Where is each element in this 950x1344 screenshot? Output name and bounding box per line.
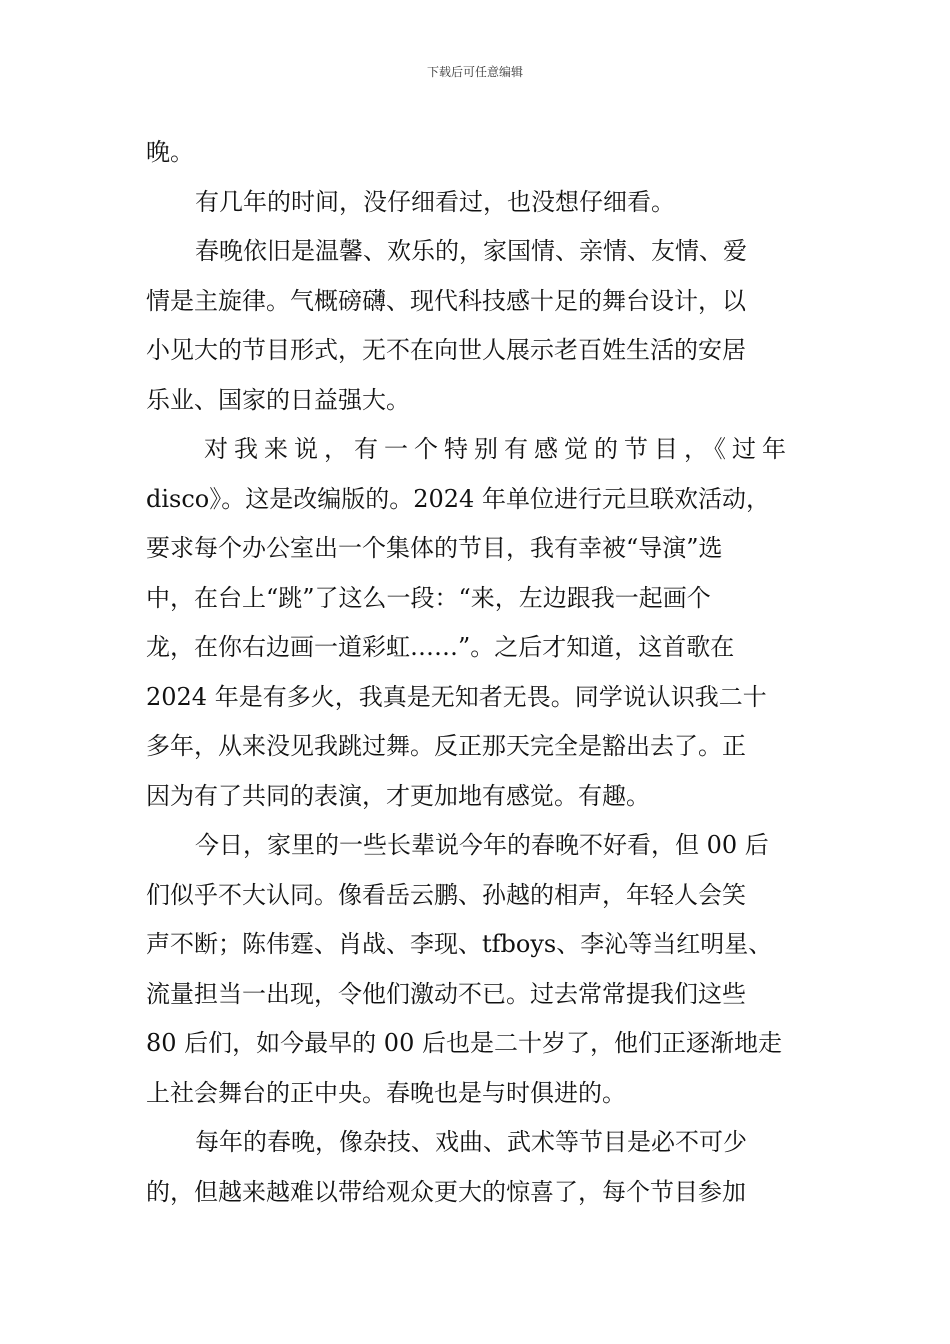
text-line: 情是主旋律。气概磅礴、现代科技感十足的舞台设计，以 [146, 286, 746, 315]
text-line: 因为有了共同的表演，才更加地有感觉。有趣。 [146, 781, 650, 810]
document-body [146, 128, 806, 1217]
text-line: 今日，家里的一些长辈说今年的春晚不好看，但 00 后 [195, 831, 769, 859]
text-line: 晚。 [146, 138, 194, 166]
text-line: 龙，在你右边画一道彩虹……”。之后才知道，这首歌在 [146, 633, 735, 661]
text-line: 乐业、国家的日益强大。 [146, 385, 410, 414]
text-line: 中，在台上“跳”了这么一段：“来，左边跟我一起画个 [146, 583, 711, 612]
text-line: 的，但越来越难以带给观众更大的惊喜了，每个节目参加 [146, 1177, 746, 1206]
text-line: 声不断；陈伟霆、肖战、李现、tfboys、李沁等当红明星、 [146, 930, 773, 958]
text-line: disco》。这是改编版的。2024 年单位进行元旦联欢活动， [146, 484, 770, 513]
text-line: 对我来说，有一个特别有感觉的节目，《过年 [204, 435, 792, 463]
text-line: 2024 年是有多火，我真是无知者无畏。同学说认识我二十 [146, 682, 767, 711]
text-line: 要求每个办公室出一个集体的节目，我有幸被“导演”选 [146, 534, 723, 562]
text-line: 流量担当一出现，令他们激动不已。过去常常提我们这些 [146, 979, 746, 1008]
text-line: 有几年的时间，没仔细看过，也没想仔细看。 [195, 187, 675, 216]
text-line: 多年，从来没见我跳过舞。反正那天完全是豁出去了。正 [146, 732, 746, 760]
text-line: 们似乎不大认同。像看岳云鹏、孙越的相声，年轻人会笑 [146, 880, 746, 909]
text-line: 小见大的节目形式，无不在向世人展示老百姓生活的安居 [146, 336, 746, 364]
text-line: 春晚依旧是温馨、欢乐的，家国情、亲情、友情、爱 [195, 237, 747, 265]
text-line: 上社会舞台的正中央。春晚也是与时俱进的。 [146, 1078, 626, 1107]
text-line: 80 后们，如今最早的 00 后也是二十岁了，他们正逐渐地走 [146, 1029, 782, 1057]
text-line: 每年的春晚，像杂技、戏曲、武术等节目是必不可少 [195, 1128, 747, 1156]
page-header: 下载后可任意编辑 [426, 65, 523, 79]
